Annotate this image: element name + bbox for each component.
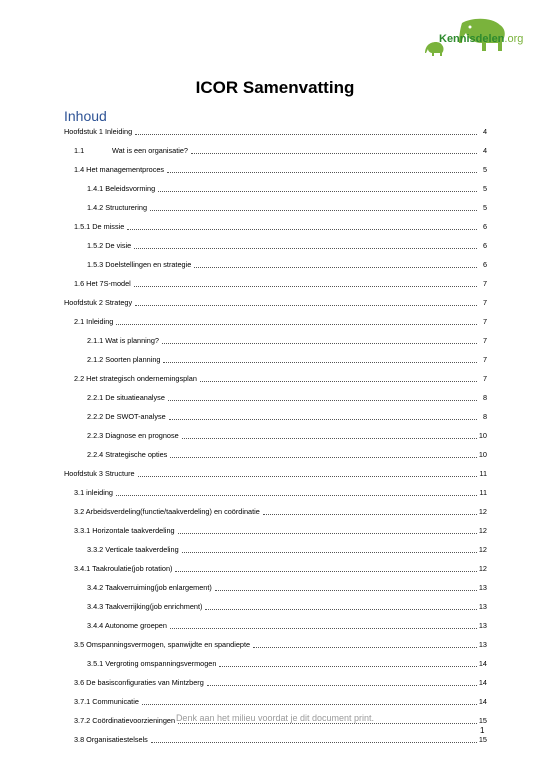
toc-entry[interactable]	[64, 544, 487, 563]
toc-dot-leader	[175, 564, 476, 572]
toc-entry-text: 3.8 Organisatiestelsels	[74, 735, 148, 744]
toc-entry-page: 7	[482, 317, 487, 326]
toc-entry-text: Hoofdstuk 3 Structure	[64, 469, 135, 478]
toc-dot-leader	[138, 469, 477, 477]
toc-entry-page: 5	[482, 165, 487, 174]
toc-dot-leader	[116, 317, 477, 325]
toc-dot-leader	[134, 241, 477, 249]
toc-dot-leader	[163, 355, 477, 363]
toc-entry-text: 2.1.1 Wat is planning?	[87, 336, 159, 345]
toc-entry-page: 7	[482, 279, 487, 288]
toc-entry-label	[87, 184, 156, 194]
toc-entry-text: 3.3.1 Horizontale taakverdeling	[74, 526, 175, 535]
toc-entry-page: 6	[482, 222, 487, 231]
toc-entry-text: Wat is een organisatie?	[112, 146, 188, 155]
toc-entry-label	[64, 127, 133, 137]
toc-entry-text: 2.2 Het strategisch ondernemingsplan	[74, 374, 197, 383]
toc-entry[interactable]	[64, 354, 487, 373]
toc-entry-text: 3.4.3 Taakverrijking(job enrichment)	[87, 602, 203, 611]
toc-entry-label	[74, 526, 176, 536]
toc-entry-text: 3.7.2 Coördinatievoorzieningen	[74, 716, 176, 725]
toc-entry-label	[74, 564, 173, 574]
toc-entry-text: 3.3.2 Verticale taakverdeling	[87, 545, 179, 554]
toc-entry-page: 11	[479, 469, 487, 478]
toc-entry-label	[74, 507, 261, 517]
toc-entry-text: 1.5.1 De missie	[74, 222, 125, 231]
toc-entry-text: 2.1.2 Soorten planning	[87, 355, 161, 364]
toc-entry[interactable]	[64, 525, 487, 544]
toc-dot-leader	[182, 431, 477, 439]
toc-dot-leader	[167, 165, 477, 173]
toc-dot-leader	[253, 640, 477, 648]
toc-entry-label	[74, 697, 140, 707]
toc-entry-page: 12	[478, 545, 487, 554]
toc-entry-label	[87, 621, 168, 631]
toc-entry-page: 13	[478, 583, 487, 592]
toc-entry-number: 1.1	[74, 146, 85, 155]
toc-entry-page: 10	[478, 450, 487, 459]
toc-entry[interactable]	[64, 202, 487, 221]
toc-dot-leader	[134, 279, 477, 287]
toc-entry-text: 3.1 inleiding	[74, 488, 113, 497]
toc-entry[interactable]	[64, 392, 487, 411]
toc-entry-text: 1.4.2 Structurering	[87, 203, 148, 212]
toc-entry-page: 15	[478, 735, 487, 744]
toc-dot-leader	[194, 260, 477, 268]
toc-dot-leader	[219, 659, 476, 667]
toc-entry[interactable]	[64, 240, 487, 259]
toc-entry[interactable]	[64, 506, 487, 525]
toc-entry[interactable]	[64, 620, 487, 639]
toc-entry-page: 7	[482, 355, 487, 364]
toc-entry-page: 13	[478, 621, 487, 630]
toc-entry-page: 14	[478, 678, 487, 687]
toc-entry-label	[87, 659, 217, 669]
toc-entry-label	[87, 431, 180, 441]
toc-entry-label	[87, 583, 213, 593]
toc-entry-page: 6	[482, 241, 487, 250]
toc-entry[interactable]	[64, 734, 487, 753]
toc-entry-text: 2.2.4 Strategische opties	[87, 450, 168, 459]
toc-entry-text: 3.4.2 Taakverruiming(job enlargement)	[87, 583, 212, 592]
toc-dot-leader	[158, 184, 477, 192]
toc-entry-page: 13	[478, 640, 487, 649]
toc-dot-leader	[151, 735, 477, 743]
toc-entry[interactable]	[64, 259, 487, 278]
toc-entry-text: 2.1 Inleiding	[74, 317, 114, 326]
toc-entry-text: 3.5.1 Vergroting omspanningsvermogen	[87, 659, 217, 668]
footer-note: Denk aan het milieu voordat je dit document print.	[175, 713, 375, 723]
toc-entry[interactable]	[64, 677, 487, 696]
toc-entry[interactable]	[64, 601, 487, 620]
toc-entry-label	[87, 545, 180, 555]
toc-entry-label	[74, 488, 114, 498]
toc-entry-text: 1.5.2 De visie	[87, 241, 132, 250]
toc-entry[interactable]	[64, 278, 487, 297]
toc-entry-label	[74, 678, 205, 688]
toc-entry-label	[87, 412, 167, 422]
toc-entry[interactable]	[64, 430, 487, 449]
toc-entry-text: 3.4.1 Taakroulatie(job rotation)	[74, 564, 173, 573]
toc-entry-text: 1.6 Het 7S-model	[74, 279, 131, 288]
toc-entry-text: 3.4.4 Autonome groepen	[87, 621, 167, 630]
toc-entry-label	[87, 355, 161, 365]
toc-entry[interactable]	[64, 639, 487, 658]
toc-dot-leader	[135, 127, 477, 135]
toc-entry-text: Hoofdstuk 2 Strategy	[64, 298, 133, 307]
toc-entry-page: 7	[482, 336, 487, 345]
toc-entry-label	[87, 450, 168, 460]
toc-entry-label	[74, 146, 189, 156]
kennisdelen-logo	[422, 17, 534, 57]
toc-dot-leader	[191, 146, 477, 154]
toc-entry-page: 7	[482, 374, 487, 383]
toc-entry-page: 10	[478, 431, 487, 440]
toc-dot-leader	[170, 450, 477, 458]
toc-entry[interactable]	[64, 563, 487, 582]
toc-entry-page: 4	[482, 146, 487, 155]
toc-entry-page: 8	[482, 412, 487, 421]
toc-entry-page: 15	[478, 716, 487, 725]
toc-entry-page: 5	[482, 203, 487, 212]
toc-entry-text: 1.5.3 Doelstellingen en strategie	[87, 260, 192, 269]
toc-dot-leader	[205, 602, 476, 610]
toc-dot-leader	[207, 678, 477, 686]
toc-entry[interactable]	[64, 316, 487, 335]
toc-entry[interactable]	[64, 145, 487, 164]
toc-entry-text: Hoofdstuk 1 Inleiding	[64, 127, 133, 136]
toc-entry-text: 3.7.1 Communicatie	[74, 697, 139, 706]
toc-entry-text: 1.4 Het managementproces	[74, 165, 165, 174]
toc-entry-page: 12	[478, 564, 487, 573]
toc-entry-label	[74, 279, 132, 289]
toc-entry-label	[87, 260, 192, 270]
toc-dot-leader	[263, 507, 477, 515]
table-of-contents	[64, 126, 487, 753]
logo-text: Kennisdelen.org	[439, 33, 524, 45]
toc-entry[interactable]	[64, 487, 487, 506]
toc-entry[interactable]	[64, 335, 487, 354]
toc-dot-leader	[200, 374, 477, 382]
toc-entry-label	[87, 241, 132, 251]
toc-entry[interactable]	[64, 221, 487, 240]
toc-entry[interactable]	[64, 126, 487, 145]
toc-dot-leader	[135, 298, 477, 306]
toc-entry-page: 13	[478, 602, 487, 611]
toc-dot-leader	[162, 336, 477, 344]
toc-entry[interactable]	[64, 658, 487, 677]
toc-dot-leader	[170, 621, 477, 629]
toc-entry-text: 2.2.2 De SWOT-analyse	[87, 412, 166, 421]
toc-dot-leader	[182, 545, 477, 553]
toc-entry[interactable]	[64, 164, 487, 183]
toc-entry-page: 7	[482, 298, 487, 307]
toc-entry-page: 4	[482, 127, 487, 136]
toc-entry-text: 3.2 Arbeidsverdeling(functie/taakverdeling) en coördinatie	[74, 507, 260, 516]
toc-dot-leader	[116, 488, 477, 496]
toc-entry[interactable]	[64, 373, 487, 392]
toc-entry-page: 6	[482, 260, 487, 269]
toc-dot-leader	[178, 526, 477, 534]
toc-entry-label	[87, 602, 203, 612]
page-number: 1	[480, 726, 485, 735]
toc-entry-page: 5	[482, 184, 487, 193]
toc-entry-label	[74, 374, 198, 384]
toc-entry-page: 14	[478, 697, 487, 706]
toc-entry-label	[74, 640, 251, 650]
toc-entry[interactable]	[64, 297, 487, 316]
toc-entry-text: 1.4.1 Beleidsvorming	[87, 184, 156, 193]
toc-entry[interactable]	[64, 449, 487, 468]
toc-entry-text: 2.2.3 Diagnose en prognose	[87, 431, 179, 440]
toc-entry-page: 14	[478, 659, 487, 668]
toc-entry-text: 3.5 Omspanningsvermogen, spanwijdte en spandiepte	[74, 640, 251, 649]
toc-entry-label	[74, 317, 114, 327]
toc-entry-label	[64, 469, 136, 479]
toc-entry-label	[64, 298, 133, 308]
toc-entry-label	[74, 735, 149, 745]
toc-entry-text: 2.2.1 De situatieanalyse	[87, 393, 165, 402]
toc-entry-page: 11	[479, 488, 487, 497]
toc-entry-page: 12	[478, 507, 487, 516]
toc-dot-leader	[168, 393, 477, 401]
toc-entry-label	[74, 165, 165, 175]
toc-entry[interactable]	[64, 183, 487, 202]
toc-dot-leader	[142, 697, 477, 705]
toc-entry-label	[87, 203, 148, 213]
toc-entry-label	[87, 336, 160, 346]
toc-entry-page: 8	[482, 393, 487, 402]
toc-entry-label	[87, 393, 166, 403]
toc-dot-leader	[169, 412, 477, 420]
toc-entry-page: 12	[478, 526, 487, 535]
toc-entry-label	[74, 222, 125, 232]
toc-entry-text: 3.6 De basisconfiguraties van Mintzberg	[74, 678, 204, 687]
toc-heading: Inhoud	[64, 108, 107, 124]
toc-entry[interactable]	[64, 411, 487, 430]
toc-entry[interactable]	[64, 468, 487, 487]
toc-dot-leader	[215, 583, 477, 591]
toc-dot-leader	[127, 222, 477, 230]
toc-entry[interactable]	[64, 582, 487, 601]
toc-dot-leader	[150, 203, 477, 211]
document-title: ICOR Samenvatting	[195, 78, 355, 97]
